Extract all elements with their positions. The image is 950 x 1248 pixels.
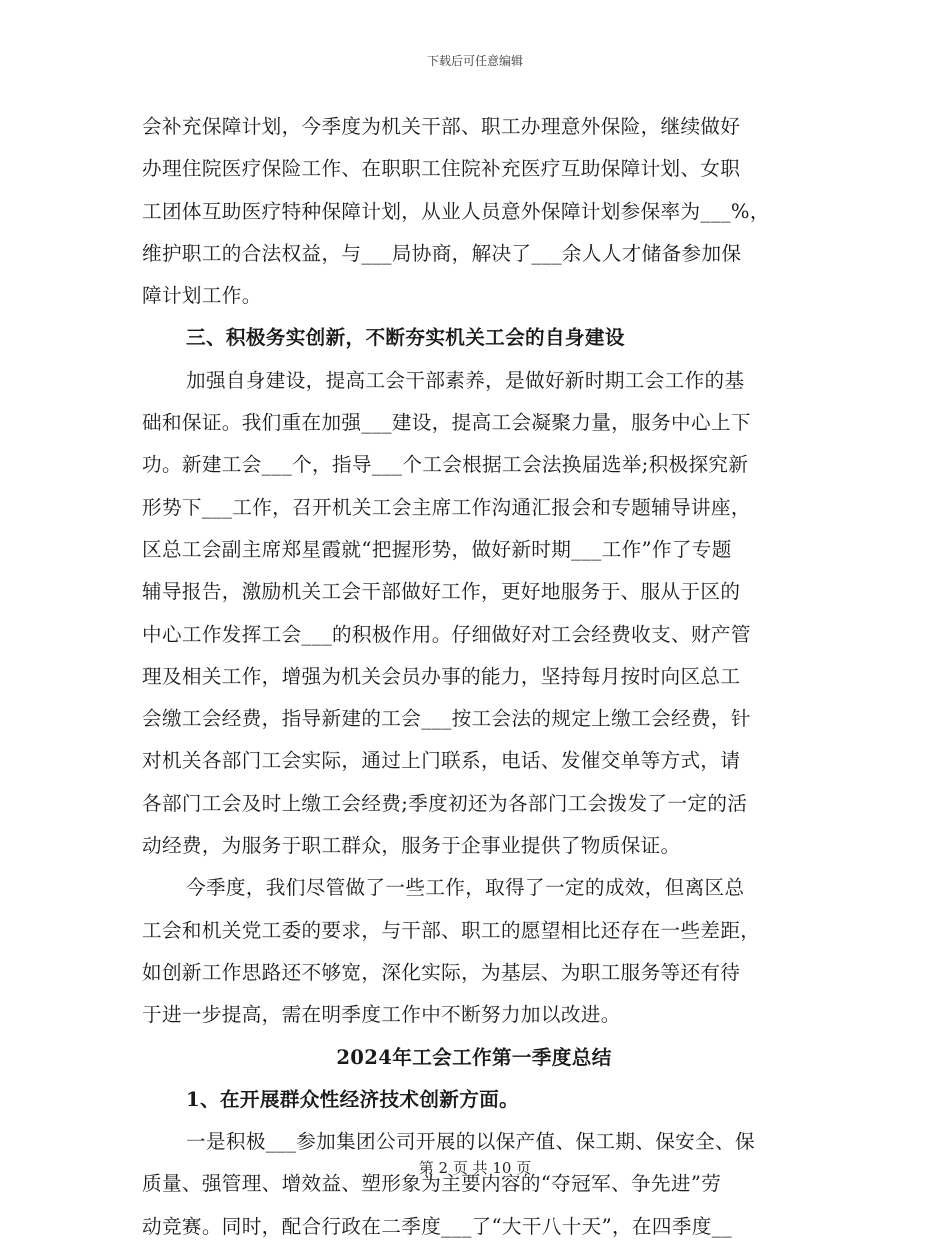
text-line: 理及相关工作，增强为机关会员办事的能力，坚持每月按时向区总工	[142, 664, 741, 688]
text-line: 动竞赛。同时，配合行政在二季度___了“大干八十天”，在四季度__	[142, 1214, 733, 1238]
text-line: 加强自身建设，提高工会干部素养，是做好新时期工会工作的基	[186, 368, 745, 392]
section-heading: 2024年工会工作第一季度总结	[336, 1045, 612, 1069]
text-line: 如创新工作思路还不够宽，深化实际，为基层、为职工服务等还有待	[142, 960, 741, 984]
text-line: 于进一步提高，需在明季度工作中不断努力加以改进。	[142, 1003, 621, 1027]
text-line: 一是积极___参加集团公司开展的以保产值、保工期、保安全、保	[186, 1130, 755, 1154]
text-line: 障计划工作。	[142, 284, 262, 308]
document-body	[142, 106, 806, 1248]
text-line: 质量、强管理、增效益、塑形象为主要内容的“夺冠军、争先进”劳	[142, 1172, 722, 1196]
text-line: 各部门工会及时上缴工会经费;季度初还为各部门工会拨发了一定的活	[142, 791, 748, 815]
text-line: 办理住院医疗保险工作、在职职工住院补充医疗互助保障计划、女职	[142, 157, 741, 181]
text-line: 辅导报告，激励机关工会干部做好工作，更好地服务于、服从于区的	[142, 580, 741, 604]
text-line: 形势下___工作，召开机关工会主席工作沟通汇报会和专题辅导讲座，	[142, 495, 751, 519]
text-line: 对机关各部门工会实际，通过上门联系，电话、发催交单等方式，请	[142, 749, 741, 773]
text-line: 工会和机关党工委的要求，与干部、职工的愿望相比还存在一些差距，	[142, 918, 761, 942]
text-line: 维护职工的合法权益，与___局协商，解决了___余人人才储备参加保	[142, 241, 742, 265]
text-line: 动经费，为服务于职工群众，服务于企事业提供了物质保证。	[142, 834, 681, 858]
text-line: 会缴工会经费，指导新建的工会___按工会法的规定上缴工会经费，针	[142, 707, 751, 731]
section-heading: 三、积极务实创新，不断夯实机关工会的自身建设	[186, 326, 625, 350]
text-line: 会补充保障计划，今季度为机关干部、职工办理意外保险，继续做好	[142, 115, 741, 138]
text-line: 础和保证。我们重在加强___建设，提高工会凝聚力量，服务中心上下	[142, 411, 751, 435]
text-line: 今季度，我们尽管做了一些工作，取得了一定的成效，但离区总	[186, 876, 745, 900]
page-footer: 第 2 页 共 10 页	[418, 1159, 532, 1177]
text-line: 功。新建工会___个，指导___个工会根据工会法换届选举;积极探究新	[142, 453, 749, 477]
section-heading: 1、在开展群众性经济技术创新方面。	[186, 1087, 520, 1111]
page-header: 下载后可任意编辑	[426, 54, 523, 68]
text-line: 区总工会副主席郑星霞就“把握形势，做好新时期___工作”作了专题	[142, 537, 732, 561]
text-line: 工团体互助医疗特种保障计划，从业人员意外保障计划参保率为___%，	[142, 199, 770, 223]
text-line: 中心工作发挥工会___的积极作用。仔细做好对工会经费收支、财产管	[142, 622, 751, 646]
